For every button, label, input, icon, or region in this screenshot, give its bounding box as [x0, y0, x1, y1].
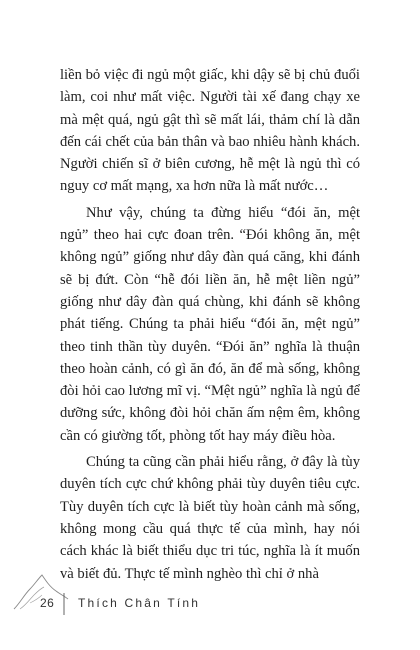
mountain-ornament [0, 565, 420, 625]
paragraph-hungry-eat-tired-sleep: Như vậy, chúng ta đừng hiểu “đói ăn, mệt ngủ” theo hai cực đoan trên. “Đói không ăn, mệt không ngủ” giống như dây đàn quá căng, khi đánh sẽ bị đứt. Còn “hễ đói liền ăn, hễ mệt liền ngủ” giống như dây đàn quá chùng, khi đánh sẽ không phát tiếng. Chúng ta phải hiểu “đói ăn, mệt ngủ” theo tinh thần tùy duyên. “Đói ăn” nghĩa là thuận theo hoàn cảnh, có gì ăn đó, ăn để mà sống, không đòi hỏi cao lương mĩ vị. “Mệt ngủ” nghĩa là ngủ để dưỡng sức, không đòi hỏi chăn ấm nệm êm, không cần có giường tốt, phòng tốt hay máy điều hòa. [60, 204, 360, 444]
paragraph-positive-acceptance: Chúng ta cũng cần phải hiểu rằng, ở đây là tùy duyên tích cực chứ không phải tùy duyên tiêu cực. Tùy duyên tích cực là biết tùy hoàn cảnh mà sống, không mong cầu quá thực tế của mình, hay nói cách khác là biết thiểu dục tri túc, nghĩa là ít muốn và biết đủ. Thực tế mình nghèo thì chỉ ở nhà [60, 454, 360, 582]
page-footer [0, 565, 420, 625]
body-text [60, 64, 360, 589]
page-number: 26 [40, 596, 55, 610]
running-author: Thích Chân Tính [78, 596, 201, 610]
paragraph-continued: liền bỏ việc đi ngủ một giấc, khi dậy sẽ bị chủ đuổi làm, coi như mất việc. Người tài xế đang chạy xe mà mệt quá, ngủ gật thì sẽ mất lái, thảm chí là dẫn đến cái chết của bản thân và bao nhiêu hành khách. Người chiến sĩ ở biên cương, hễ mệt là ngủ thì có nguy cơ mất mạng, xa hơn nữa là mất nước… [60, 67, 360, 195]
